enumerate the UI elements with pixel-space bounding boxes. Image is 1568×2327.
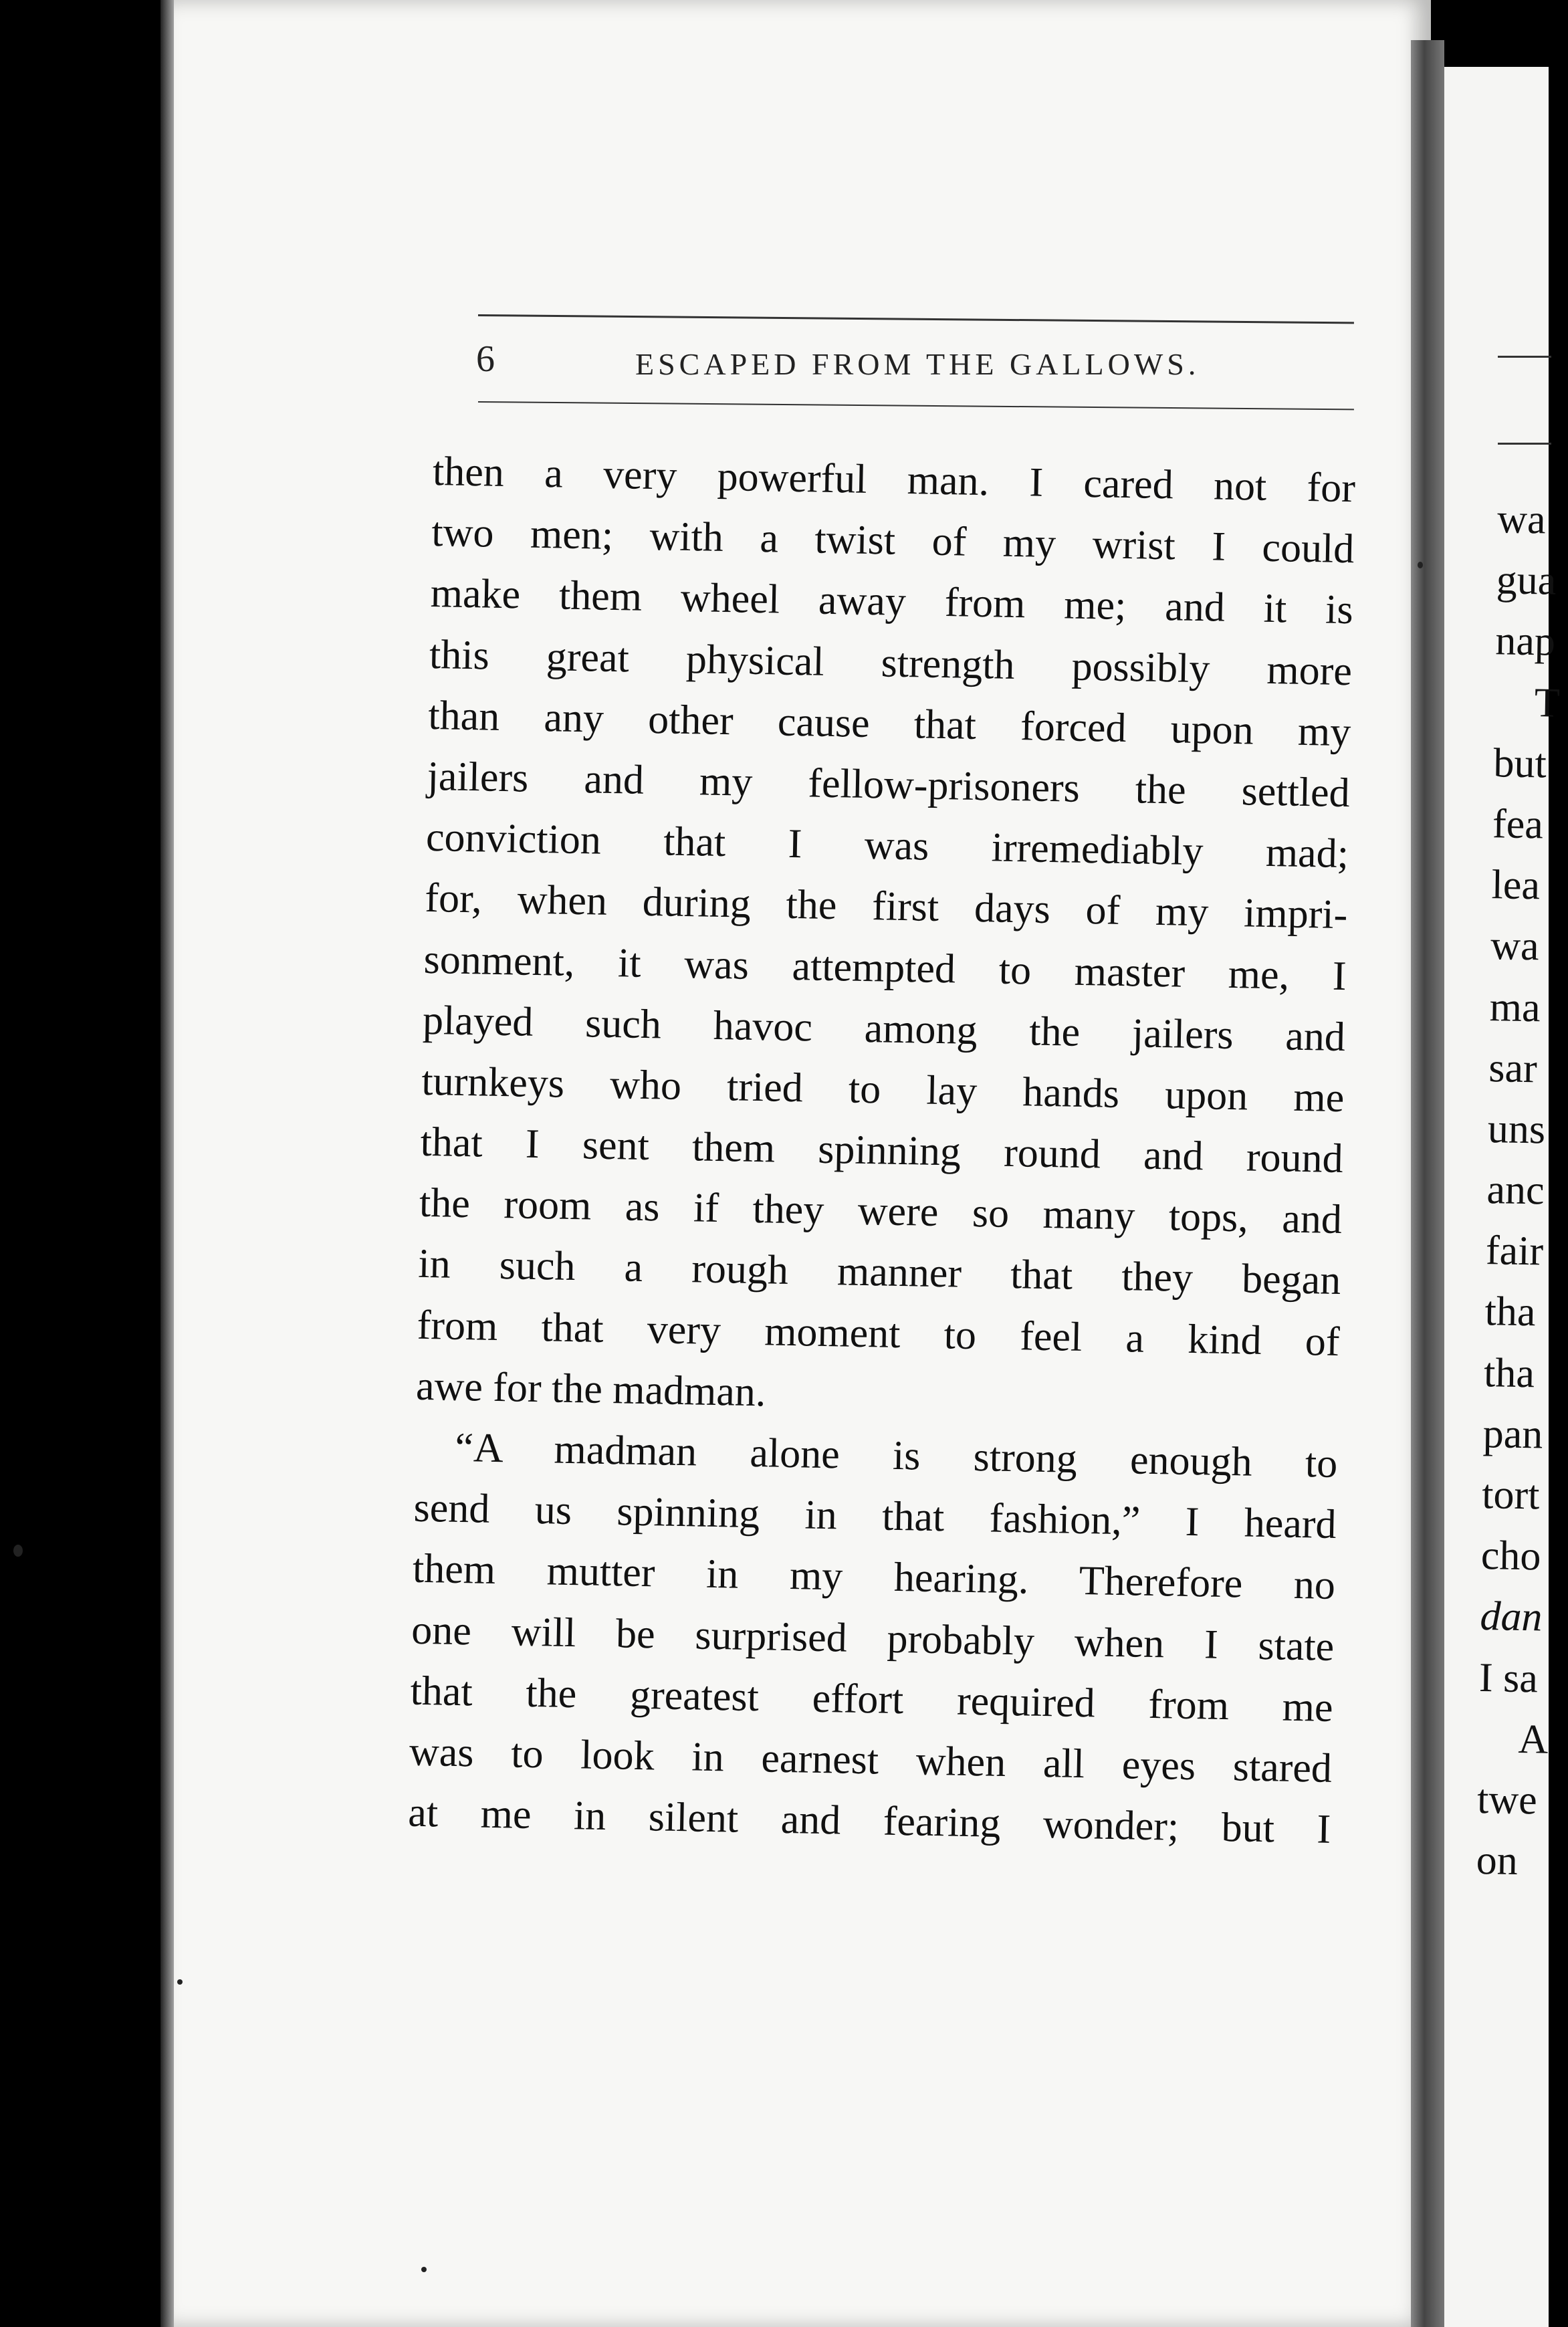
text-line: than any other cause that forced upon my [427, 692, 1351, 755]
text-line: that the greatest effort required from me [410, 1668, 1334, 1731]
text-fragment: tha [1483, 1349, 1535, 1396]
right-header-bottom-rule [1498, 443, 1551, 445]
text-fragment: lea [1491, 862, 1541, 909]
text-fragment: nap [1494, 618, 1556, 665]
text-fragment: T [1534, 679, 1561, 726]
text-line: that I sent them spinning round and round [420, 1119, 1344, 1182]
text-fragment: on [1476, 1838, 1519, 1884]
scan-speck [13, 1545, 23, 1557]
text-line: jailers and my fellow-prisoners the settled [427, 753, 1351, 816]
text-line: played such havoc among the jailers and [422, 997, 1346, 1060]
text-fragment: pan [1482, 1410, 1543, 1458]
running-title: ESCAPED FROM THE GALLOWS. [635, 347, 1200, 381]
scan-speck [1418, 562, 1423, 568]
text-line: the room as if they were so many tops, and [419, 1180, 1343, 1243]
text-fragment: but [1493, 740, 1547, 787]
text-line: “A madman alone is strong enough to [454, 1424, 1338, 1487]
text-fragment: uns [1487, 1106, 1546, 1153]
text-line: send us spinning in that fashion,” I heard [413, 1484, 1337, 1548]
text-fragment: fea [1492, 801, 1544, 848]
text-fragment: sar [1488, 1044, 1538, 1091]
text-fragment: cho [1480, 1533, 1541, 1579]
text-line: for, when during the first days of my impri- [424, 875, 1348, 938]
right-page-text [1422, 488, 1568, 1892]
text-fragment: fair [1485, 1228, 1544, 1275]
text-line: them mutter in my hearing. Therefore no [412, 1546, 1336, 1609]
text-fragment: wa [1490, 923, 1540, 970]
text-line: at me in silent and fearing wonder; but I [407, 1789, 1331, 1853]
text-line: awe for the madman. [415, 1363, 766, 1416]
text-fragment: tha [1484, 1289, 1536, 1335]
text-fragment: I sa [1478, 1654, 1539, 1701]
text-fragment: ma [1489, 984, 1541, 1030]
text-line: from that very moment to feel a kind of [417, 1302, 1341, 1365]
body-text [408, 441, 1356, 1860]
text-line: sonment, it was attempted to master me, I [423, 936, 1347, 999]
text-line: turnkeys who tried to lay hands upon me [421, 1058, 1345, 1121]
text-line: two men; with a twist of my wrist I could [431, 510, 1355, 572]
text-line: this great physical strength possibly more [429, 631, 1353, 694]
text-line: then a very powerful man. I cared not for [432, 448, 1356, 512]
text-line: conviction that I was irremediably mad; [425, 814, 1349, 877]
text-line: make them wheel away from me; and it is [430, 570, 1354, 633]
text-fragment: twe [1476, 1776, 1538, 1823]
text-fragment: anc [1486, 1167, 1545, 1214]
text-fragment: dan [1479, 1593, 1543, 1640]
text-fragment: tort [1481, 1472, 1540, 1519]
scan-speck [177, 1979, 183, 1985]
text-line: was to look in earnest when all eyes stared [409, 1729, 1333, 1791]
text-fragment: wa [1496, 496, 1547, 543]
text-fragment: gua [1496, 557, 1557, 604]
page-number: 6 [476, 338, 495, 380]
right-header-top-rule [1498, 356, 1551, 358]
scan-speck [421, 2267, 427, 2272]
right-page-partial [1444, 67, 1561, 2327]
text-line: in such a rough manner that they began [417, 1241, 1341, 1304]
text-line: one will be surprised probably when I state [411, 1607, 1335, 1670]
text-fragment: A [1518, 1716, 1549, 1763]
